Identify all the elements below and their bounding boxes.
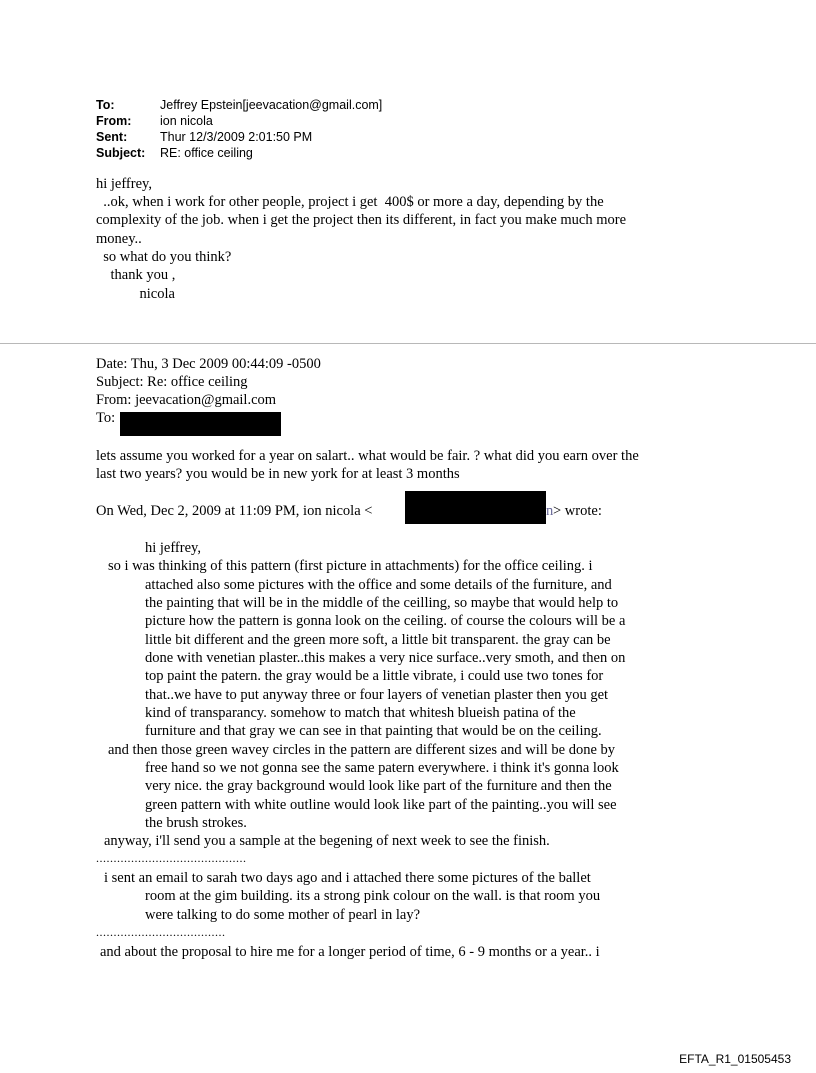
- subject-label: Subject:: [96, 146, 146, 160]
- sent-label: Sent:: [96, 130, 128, 144]
- redaction-box: [120, 412, 281, 436]
- message-line: room at the gim building. its a strong pink colour on the wall. is that room you: [145, 888, 601, 904]
- reply-line: nicola: [96, 286, 175, 302]
- email-header: [96, 97, 382, 161]
- from-label: From:: [96, 114, 132, 128]
- message-line: picture how the pattern is gonna look on the ceiling. of course the colours will be a: [145, 613, 626, 629]
- message-line: so i was thinking of this pattern (first picture in attachments) for the office ceiling. i: [108, 558, 593, 574]
- attribution-fragment: n: [546, 503, 554, 519]
- message-line: anyway, i'll send you a sample at the begening of next week to see the finish.: [104, 833, 550, 849]
- separator-dots: ...........................................: [96, 851, 247, 865]
- from-value: ion nicola: [160, 114, 213, 128]
- reply-line: money..: [96, 231, 142, 247]
- header-sent-row: [96, 129, 382, 145]
- attribution-prefix: On Wed, Dec 2, 2009 at 11:09 PM, ion nicola <: [96, 503, 373, 519]
- message-line: top paint the patern. the gray would be a little vibrate, i could use two tones for: [145, 668, 604, 684]
- document-id: EFTA_R1_01505453: [679, 1052, 791, 1066]
- message-line: free hand so we not gonna see the same patern everywhere. i think it's gonna look: [145, 760, 619, 776]
- message-line: i sent an email to sarah two days ago and i attached there some pictures of the ballet: [104, 870, 591, 886]
- quoted-reply-line: lets assume you worked for a year on salart.. what would be fair. ? what did you earn over the: [96, 448, 639, 464]
- quoted-reply-line: last two years? you would be in new york for at least 3 months: [96, 466, 460, 482]
- header-to-row: [96, 97, 382, 113]
- quoted-to-label: To:: [96, 410, 116, 426]
- divider-line: [0, 343, 816, 344]
- message-line: kind of transparancy. somehow to match that whitesh blueish patina of the: [145, 705, 576, 721]
- message-line: done with venetian plaster..this makes a very nice surface..very smoth, and then on: [145, 650, 626, 666]
- message-line: and then those green wavey circles in the pattern are different sizes and will be done by: [108, 742, 616, 758]
- sent-value: Thur 12/3/2009 2:01:50 PM: [160, 130, 313, 144]
- to-value: Jeffrey Epstein[jeevacation@gmail.com]: [160, 98, 383, 112]
- message-line: the painting that will be in the middle of the ceilling, so maybe that would help to: [145, 595, 619, 611]
- message-line: green pattern with white outline would look like part of the painting..you will see: [145, 797, 617, 813]
- reply-line: so what do you think?: [96, 249, 232, 265]
- subject-value: RE: office ceiling: [160, 146, 253, 160]
- redaction-box: [405, 491, 546, 524]
- attribution-suffix: > wrote:: [553, 503, 602, 519]
- to-label: To:: [96, 98, 115, 112]
- message-line: furniture and that gray we can see in that painting that would be on the ceiling.: [145, 723, 602, 739]
- message-line: were talking to do some mother of pearl in lay?: [145, 907, 421, 923]
- reply-line: complexity of the job. when i get the project then its different, in fact you make much more: [96, 212, 627, 228]
- reply-line: hi jeffrey,: [96, 176, 152, 192]
- quoted-date: Date: Thu, 3 Dec 2009 00:44:09 -0500: [96, 356, 321, 372]
- message-line: attached also some pictures with the office and some details of the furniture, and: [145, 577, 612, 593]
- message-line: very nice. the gray background would look like part of the furniture and then the: [145, 778, 612, 794]
- reply-line: thank you ,: [96, 267, 176, 283]
- quoted-from: From: jeevacation@gmail.com: [96, 392, 277, 408]
- message-line: hi jeffrey,: [145, 540, 201, 556]
- reply-line: ..ok, when i work for other people, project i get 400$ or more a day, depending by the: [96, 194, 604, 210]
- separator-dots: .....................................: [96, 925, 226, 939]
- header-from-row: [96, 113, 382, 129]
- quoted-subject: Subject: Re: office ceiling: [96, 374, 248, 390]
- message-line: that..we have to put anyway three or four layers of venetian plaster then you get: [145, 687, 609, 703]
- message-line: little bit different and the green more soft, a little bit transparent. the gray can be: [145, 632, 611, 648]
- header-subject-row: [96, 145, 382, 161]
- message-line: the brush strokes.: [145, 815, 247, 831]
- message-line: and about the proposal to hire me for a longer period of time, 6 - 9 months or a year.. i: [100, 944, 600, 960]
